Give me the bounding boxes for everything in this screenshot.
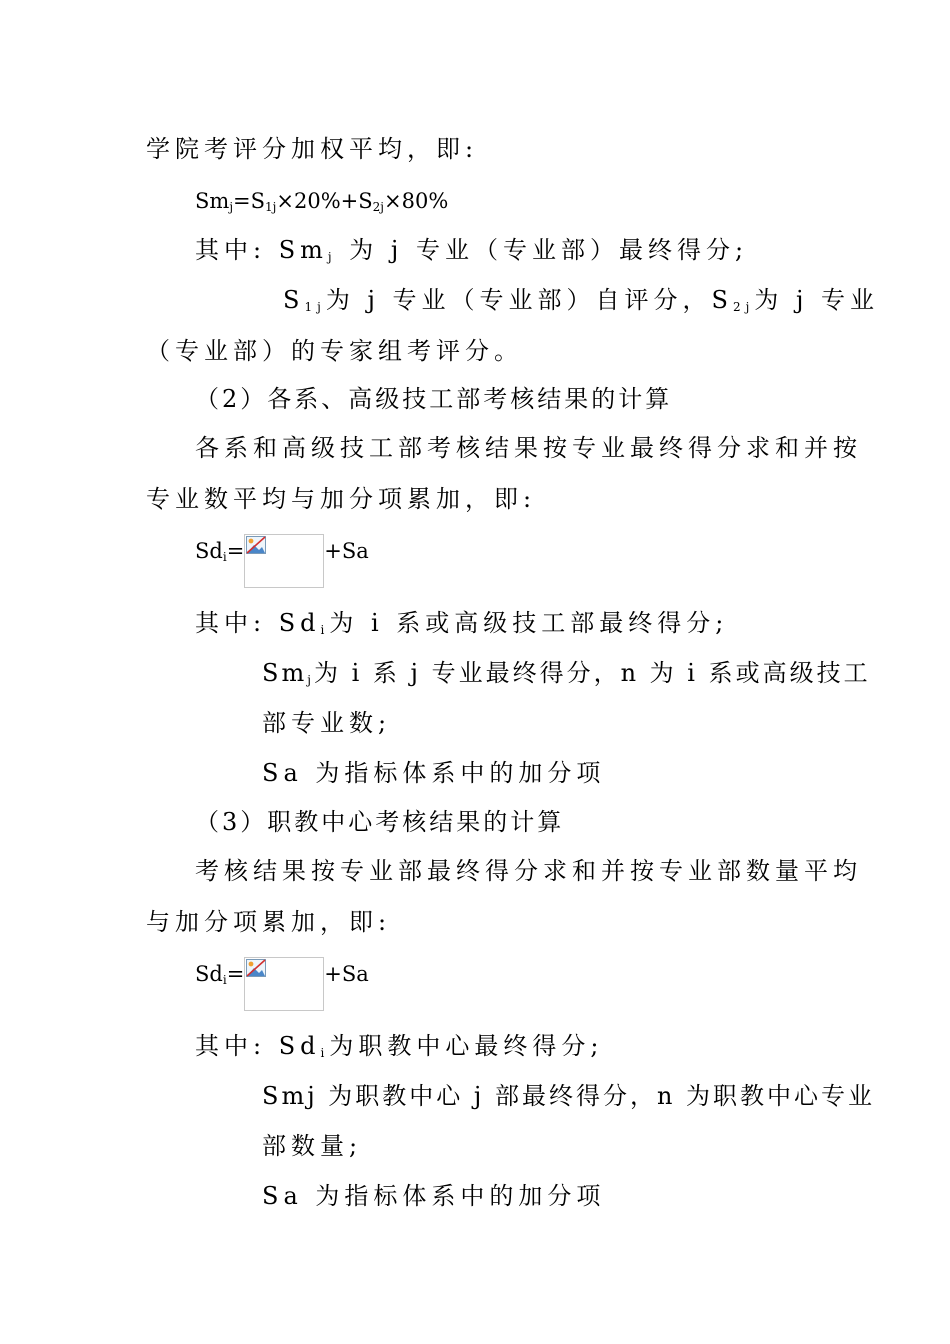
- where-sm-line: 其中: $Sm_j$ 为 j 专业（专业部）最终得分;: [195, 236, 749, 264]
- paragraph-3-line-1: 考核结果按专业部最终得分求和并按专业部数量平均: [195, 857, 862, 885]
- where-smj-center-continuation: 部数量;: [262, 1132, 363, 1160]
- section-heading-2: （2）各系、高级技工部考核结果的计算: [195, 385, 673, 413]
- where-s1-s2-line: $S_{1j}$为 j 专业（专业部）自评分，$S_{2j}$为 j 专业: [283, 286, 880, 314]
- broken-formula-image-icon: [244, 957, 324, 1011]
- paragraph-2-line-1: 各系和高级技工部考核结果按专业最终得分求和并按: [195, 434, 862, 462]
- where-sm-major-continuation: 部专业数;: [262, 709, 392, 737]
- where-sd-center-line: 其中: $Sd_i$为职教中心最终得分;: [195, 1032, 604, 1060]
- formula-weighted-average: $Sm_j=S_{1j}\times 20\%+S_{2j}\times 80\%$: [195, 189, 449, 214]
- where-sa-line: Sa 为指标体系中的加分项: [262, 759, 606, 787]
- formula-department-score: $Sd_i=$ +Sa: [195, 536, 369, 588]
- intro-line: 学院考评分加权平均，即:: [146, 135, 479, 163]
- where-smj-center-line: Smj 为职教中心 j 部最终得分，n 为职教中心专业: [262, 1082, 876, 1110]
- paragraph-2-line-2: 专业数平均与加分项累加，即:: [146, 485, 537, 513]
- where-s2-continuation: （专业部）的专家组考评分。: [146, 337, 523, 365]
- where-sd-line: 其中: $Sd_i$为 i 系或高级技工部最终得分;: [195, 609, 729, 637]
- where-sm-major-line: $Sm_j$为 i 系 j 专业最终得分，n 为 i 系或高级技工: [262, 659, 871, 687]
- formula-center-score: $Sd_i=$ +Sa: [195, 959, 369, 1011]
- broken-formula-image-icon: [244, 534, 324, 588]
- where-sa-center-line: Sa 为指标体系中的加分项: [262, 1182, 606, 1210]
- section-heading-3: （3）职教中心考核结果的计算: [195, 808, 565, 836]
- paragraph-3-line-2: 与加分项累加，即:: [146, 908, 392, 936]
